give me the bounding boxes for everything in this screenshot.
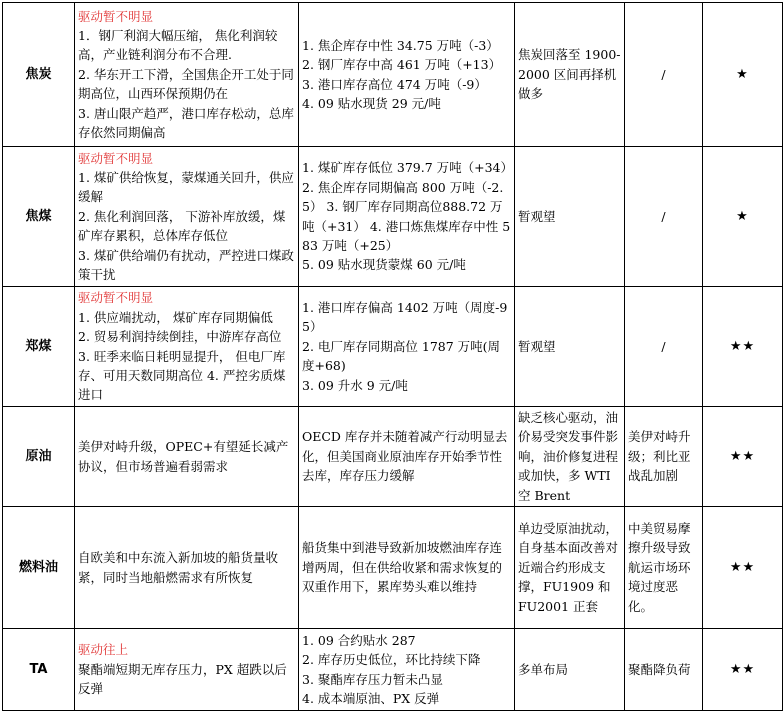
star-rating-cell: ★ <box>703 147 783 287</box>
factor-line: 2. 华东开工下滑，全国焦企开工处于同期高位，山西环保预期仍在 <box>78 66 294 102</box>
commodity-report-table <box>2 2 783 711</box>
commodity-name-cell: 原油 <box>3 407 75 507</box>
table-row <box>3 147 783 287</box>
table-row <box>3 629 783 711</box>
risk-cell: 聚酯降负荷 <box>625 629 703 711</box>
commodity-name-cell: 焦炭 <box>3 3 75 147</box>
star-rating-cell: ★ <box>703 3 783 147</box>
factors-cell <box>75 629 299 711</box>
data-cell <box>299 287 515 407</box>
table-row <box>3 3 783 147</box>
table-row <box>3 507 783 629</box>
factor-line: 1. 煤矿供给恢复，蒙煤通关回升，供应缓解 <box>78 169 294 205</box>
table-row <box>3 407 783 507</box>
data-cell <box>299 3 515 147</box>
risk-cell: 中美贸易摩擦升级导致航运市场环境过度恶化。 <box>625 507 703 629</box>
view-cell: 缺乏核心驱动，油价易受突发事件影响，油价修复进程或加快，多 WTI 空 Brent <box>515 407 625 507</box>
factor-line: 3. 煤矿供给端仍有扰动，严控进口煤政策干扰 <box>78 247 294 283</box>
view-cell: 多单布局 <box>515 629 625 711</box>
star-rating-cell: ★★ <box>703 507 783 629</box>
data-line: OECD 库存并未随着减产行动明显去化，但美国商业原油库存开始季节性去库，库存压力缓解 <box>302 429 508 484</box>
factors-cell <box>75 507 299 629</box>
star-rating-cell: ★★ <box>703 407 783 507</box>
table-body <box>3 3 783 711</box>
table-row <box>3 287 783 407</box>
data-cell <box>299 147 515 287</box>
data-line: 1. 09 合约贴水 287 <box>302 632 416 648</box>
data-line: 4. 09 贴水现货 29 元/吨 <box>302 95 441 111</box>
data-line: 2. 焦企库存同期偏高 800 万吨（-2.5） 3. 钢厂库存同期高位888.72 万吨（+31） 4. 港口炼焦煤库存中性 583 万吨（+25） <box>302 179 511 253</box>
data-line: 1. 焦企库存中性 34.75 万吨（-3） <box>302 37 499 53</box>
factor-line: 自欧美和中东流入新加坡的船货量收紧，同时当地船燃需求有所恢复 <box>78 550 279 585</box>
commodity-name-cell: 郑煤 <box>3 287 75 407</box>
data-line: 1. 煤矿库存低位 379.7 万吨（+34） <box>302 160 514 176</box>
view-cell: 焦炭回落至 1900-2000 区间再择机做多 <box>515 3 625 147</box>
data-cell <box>299 507 515 629</box>
factor-line: 3. 唐山限产趋严，港口库存松动，总库存依然同期偏高 <box>78 105 294 141</box>
factors-cell <box>75 407 299 507</box>
factors-cell <box>75 287 299 407</box>
commodity-name-cell: TA <box>3 629 75 711</box>
data-line: 1. 港口库存偏高 1402 万吨（周度-95） <box>302 299 508 335</box>
data-cell <box>299 407 515 507</box>
risk-cell: / <box>625 287 703 407</box>
star-rating-cell: ★★ <box>703 629 783 711</box>
commodity-name-cell: 燃料油 <box>3 507 75 629</box>
data-line: 3. 港口库存高位 474 万吨（-9） <box>302 76 487 92</box>
drive-label: 驱动暂不明显 <box>78 8 154 24</box>
data-cell <box>299 629 515 711</box>
factor-line: 1．钢厂利润大幅压缩， 焦化利润较高，产业链利润分布不合理. <box>78 27 278 63</box>
factor-line: 2. 贸易利润持续倒挂，中游库存高位 3. 旺季来临日耗明显提升， 但电厂库存、可用天数同期高位 4. 严控劣质煤进口 <box>78 329 286 403</box>
risk-cell: 美伊对峙升级；利比亚战乱加剧 <box>625 407 703 507</box>
drive-label: 驱动暂不明显 <box>78 290 154 306</box>
view-cell: 单边受原油扰动，自身基本面改善对近端合约形成支撑，FU1909 和 FU2001 正套 <box>515 507 625 629</box>
data-line: 2. 钢厂库存中高 461 万吨（+13） <box>302 57 502 73</box>
data-line: 3. 09 升水 9 元/吨 <box>302 377 408 393</box>
data-line: 5. 09 贴水现货蒙煤 60 元/吨 <box>302 257 466 273</box>
risk-cell: / <box>625 3 703 147</box>
factor-line: 1. 供应端扰动， 煤矿库存同期偏低 <box>78 309 273 325</box>
view-cell: 暂观望 <box>515 147 625 287</box>
data-line: 4. 成本端原油、PX 反弹 <box>302 690 440 706</box>
commodity-name-cell: 焦煤 <box>3 147 75 287</box>
view-cell: 暂观望 <box>515 287 625 407</box>
factors-cell <box>75 3 299 147</box>
star-rating-cell: ★★ <box>703 287 783 407</box>
data-line: 2. 电厂库存同期高位 1787 万吨(周度+68) <box>302 338 501 374</box>
data-line: 2. 库存历史低位，环比持续下降 <box>302 652 481 668</box>
factor-line: 美伊对峙升级，OPEC+有望延长减产协议，但市场普遍看弱需求 <box>78 439 289 474</box>
risk-cell: / <box>625 147 703 287</box>
factors-cell <box>75 147 299 287</box>
data-line: 3. 聚酯库存压力暂未凸显 <box>302 671 443 687</box>
drive-label: 驱动暂不明显 <box>78 150 154 166</box>
data-line: 船货集中到港导致新加坡燃油库存连增两周，但在供给收紧和需求恢复的双重作用下，累库势头难以维持 <box>302 540 503 595</box>
drive-label: 驱动往上 <box>78 642 129 658</box>
factor-line: 2. 焦化利润回落， 下游补库放缓，煤矿库存累积，总体库存低位 <box>78 208 286 244</box>
factor-line: 聚酯端短期无库存压力，PX 超跌以后反弹 <box>78 661 287 697</box>
